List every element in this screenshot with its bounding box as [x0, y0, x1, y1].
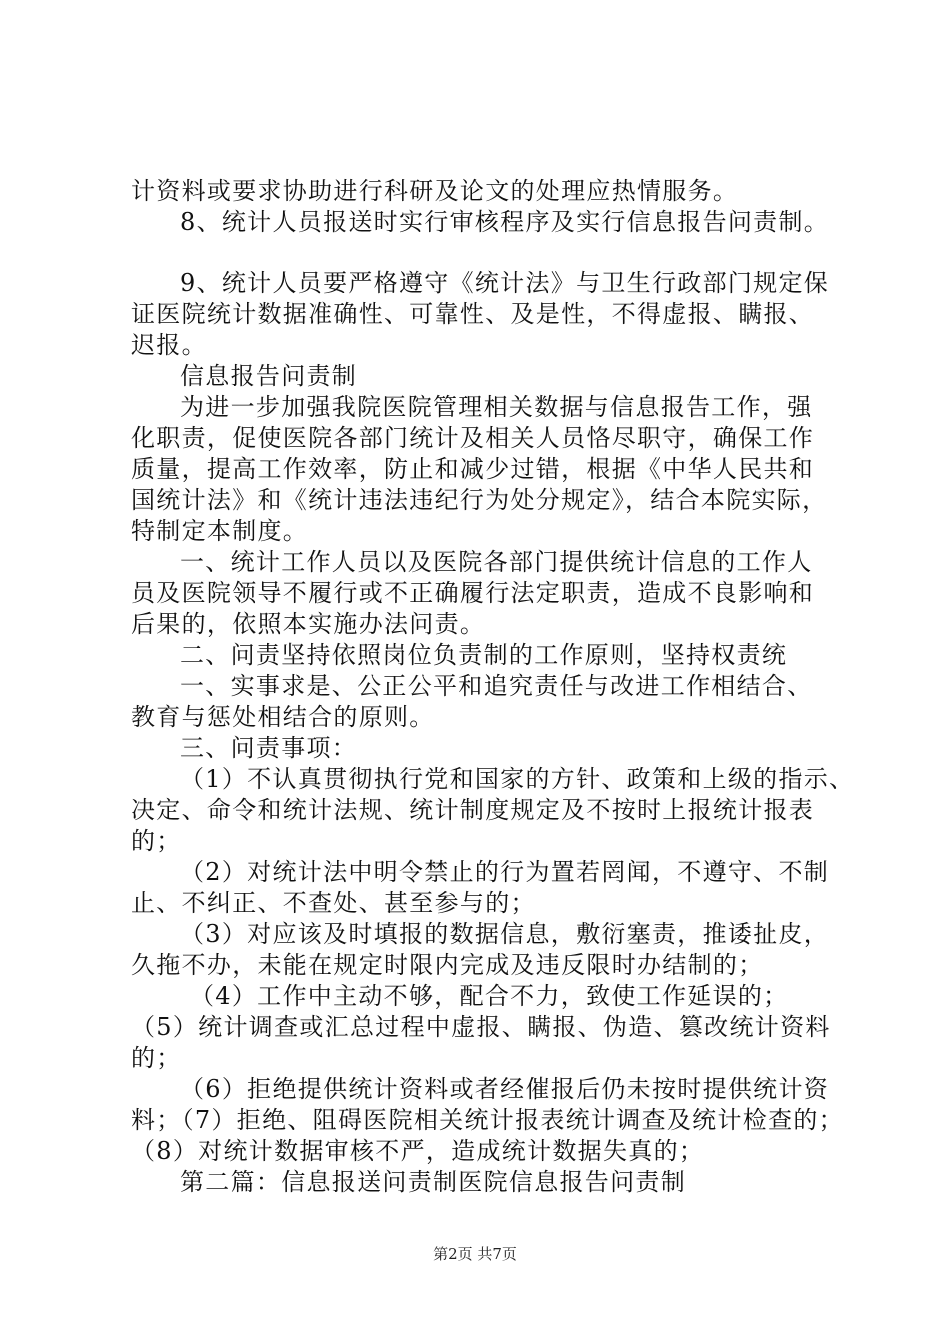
text-line: 特制定本制度。	[131, 517, 309, 545]
section-heading: 信息报告问责制	[180, 362, 358, 390]
text-line: 的；	[131, 827, 182, 855]
text-line: 止、不纠正、不查处、甚至参与的；	[131, 889, 536, 917]
text-line: （2）对统计法中明令禁止的行为置若罔闻，不遵守、不制	[180, 858, 830, 886]
text-line: 的；	[131, 1044, 182, 1072]
text-line: 教育与惩处相结合的原则。	[131, 703, 435, 731]
text-line: 证医院统计数据准确性、可靠性、及是性，不得虚报、瞒报、	[131, 300, 815, 328]
text-line: （5）统计调查或汇总过程中虚报、瞒报、伪造、篡改统计资料	[131, 1013, 831, 1041]
text-line: 一、实事求是、公正公平和追究责任与改进工作相结合、	[180, 672, 813, 700]
text-line: （6）拒绝提供统计资料或者经催报后仍未按时提供统计资	[180, 1075, 830, 1103]
text-line: 一、统计工作人员以及医院各部门提供统计信息的工作人	[180, 548, 813, 576]
text-line: 久拖不办，未能在规定时限内完成及违反限时办结制的；	[131, 951, 764, 979]
text-line: 9、统计人员要严格遵守《统计法》与卫生行政部门规定保	[180, 269, 830, 297]
text-line: （4）工作中主动不够，配合不力，致使工作延误的；	[190, 982, 789, 1010]
text-line: 员及医院领导不履行或不正确履行法定职责，造成不良影响和	[131, 579, 815, 607]
text-line: （3）对应该及时填报的数据信息，敷衍塞责，推诿扯皮，	[180, 920, 830, 948]
text-line: 计资料或要求协助进行科研及论文的处理应热情服务。	[131, 177, 739, 205]
text-line: 8、统计人员报送时实行审核程序及实行信息报告问责制。	[180, 208, 830, 236]
text-line: 迟报。	[131, 331, 207, 359]
text-line: 质量，提高工作效率，防止和减少过错，根据《中华人民共和	[131, 455, 815, 483]
text-line: 为进一步加强我院医院管理相关数据与信息报告工作，强	[180, 393, 813, 421]
text-line: 国统计法》和《统计违法违纪行为处分规定》，结合本院实际，	[131, 486, 828, 514]
text-line: （8）对统计数据审核不严，造成统计数据失真的；	[131, 1137, 705, 1165]
text-line: 料；（7）拒绝、阻碍医院相关统计报表统计调查及统计检查的；	[131, 1106, 844, 1134]
text-line: 化职责，促使医院各部门统计及相关人员恪尽职守，确保工作	[131, 424, 815, 452]
text-line: 后果的，依照本实施办法问责。	[131, 610, 486, 638]
text-line: 三、问责事项：	[180, 734, 358, 762]
text-line: 二、问责坚持依照岗位负责制的工作原则，坚持权责统	[180, 641, 788, 669]
text-line: 决定、命令和统计法规、统计制度规定及不按时上报统计报表	[131, 796, 815, 824]
section-heading: 第二篇：信息报送问责制医院信息报告问责制	[180, 1168, 686, 1196]
text-line: （1）不认真贯彻执行党和国家的方针、政策和上级的指示、	[180, 765, 855, 793]
page-footer: 第2页 共7页	[433, 1245, 517, 1263]
